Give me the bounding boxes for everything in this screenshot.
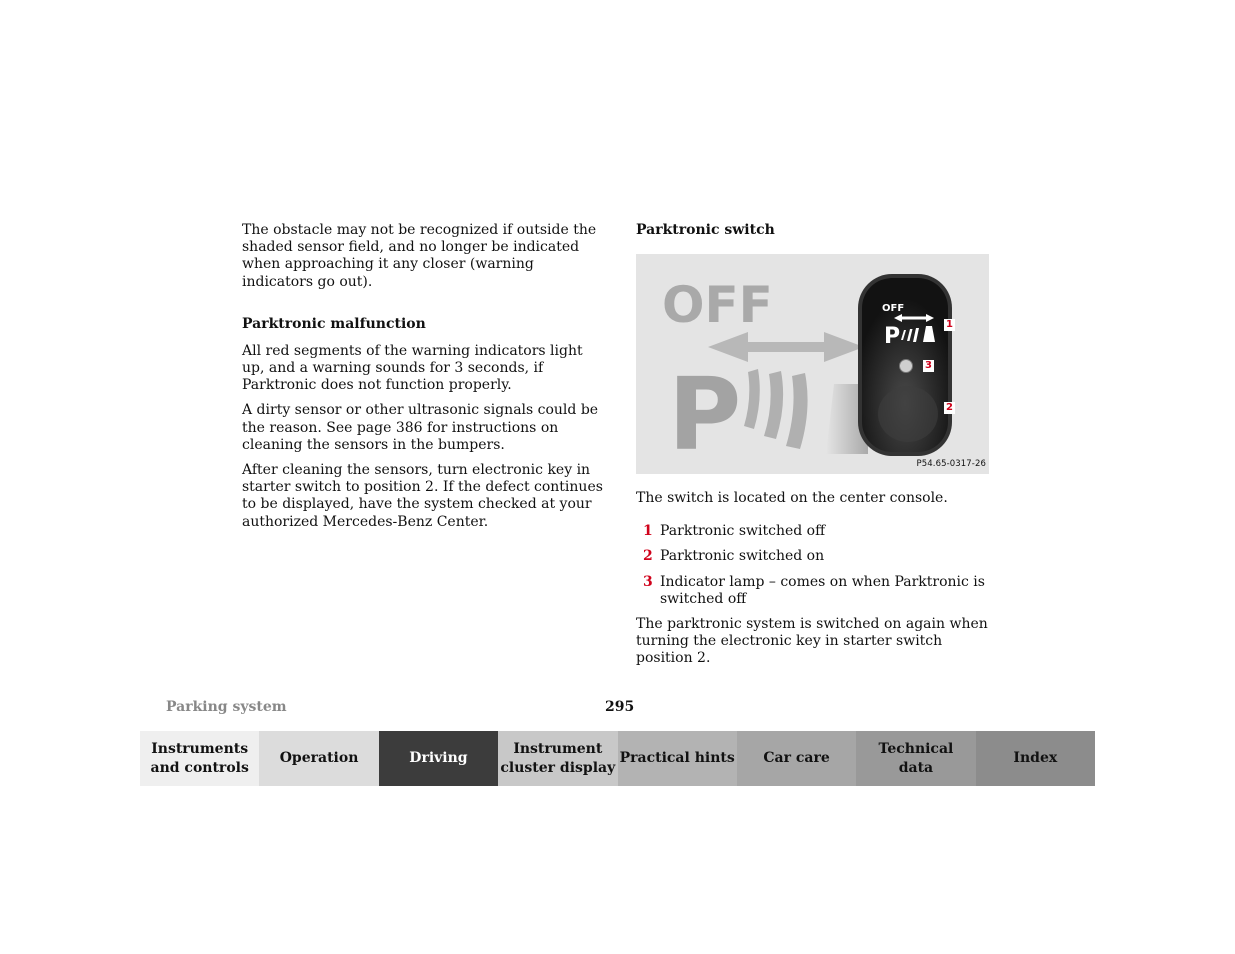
tab-car-care[interactable]: Car care	[737, 731, 856, 786]
button-off-label: OFF	[882, 303, 905, 314]
tab-instrument-cluster-display[interactable]: Instrument cluster display	[498, 731, 617, 786]
page-number: 295	[605, 699, 635, 715]
tab-driving[interactable]: Driving	[379, 731, 498, 786]
tab-instruments-and-controls[interactable]: Instruments and controls	[140, 731, 259, 786]
list-item-number: 1	[643, 523, 653, 540]
switch-heading: Parktronic switch	[636, 222, 775, 238]
list-item	[636, 574, 996, 608]
big-wave-3-icon	[786, 373, 808, 449]
malfunction-paragraph-3: After cleaning the sensors, turn electronic key in starter switch to position 2. If the defect continues to be displayed, have the system checked at your authorized Mercedes-Benz Center.	[242, 462, 603, 530]
section-title: Parking system	[166, 699, 287, 715]
list-item-text: Parktronic switched on	[660, 548, 825, 565]
tab-operation[interactable]: Operation	[259, 731, 378, 786]
switch-illustration	[636, 254, 989, 474]
button-press-area	[878, 386, 938, 442]
big-wave-2-icon	[764, 371, 783, 439]
image-code: P54.65-0317-26	[916, 458, 986, 469]
chapter-nav	[140, 731, 1095, 786]
list-item-text: Parktronic switched off	[660, 523, 826, 540]
callout-2: 2	[944, 402, 955, 414]
big-p-icon: P	[668, 356, 742, 473]
indicator-lamp	[900, 360, 913, 373]
right-column	[636, 222, 996, 676]
list-item	[636, 548, 996, 565]
big-off-label: OFF	[662, 276, 773, 334]
parktronic-switch-figure	[636, 254, 989, 474]
closing-paragraph: The parktronic system is switched on again when turning the electronic key in starter switch position 2.	[636, 616, 988, 667]
obstacle-note: The obstacle may not be recognized if outside the shaded sensor field, and no longer be indicated when approaching it any closer (warning indicators go out).	[242, 222, 597, 290]
malfunction-paragraph-1: All red segments of the warning indicators light up, and a warning sounds for 3 seconds, if Parktronic does not function properly.	[242, 342, 583, 394]
left-column	[242, 222, 604, 539]
malfunction-heading: Parktronic malfunction	[242, 315, 426, 332]
big-wave-1-icon	[744, 369, 760, 429]
malfunction-paragraph-2: A dirty sensor or other ultrasonic signals could be the reason. See page 386 for instructions on cleaning the sensors in the bumpers.	[242, 402, 599, 453]
switch-legend-list	[636, 523, 996, 608]
list-item-text: Indicator lamp – comes on when Parktronic is switched off	[660, 573, 985, 607]
callout-1: 1	[944, 319, 955, 331]
tab-index[interactable]: Index	[976, 731, 1095, 786]
list-item-number: 3	[643, 573, 653, 590]
list-item-number: 2	[643, 548, 653, 565]
tab-practical-hints[interactable]: Practical hints	[618, 731, 737, 786]
tab-technical-data[interactable]: Technical data	[856, 731, 975, 786]
list-item	[636, 523, 996, 540]
p-symbol-icon: P	[884, 324, 901, 349]
callout-3: 3	[923, 360, 934, 372]
switch-location-text: The switch is located on the center console.	[636, 490, 948, 506]
